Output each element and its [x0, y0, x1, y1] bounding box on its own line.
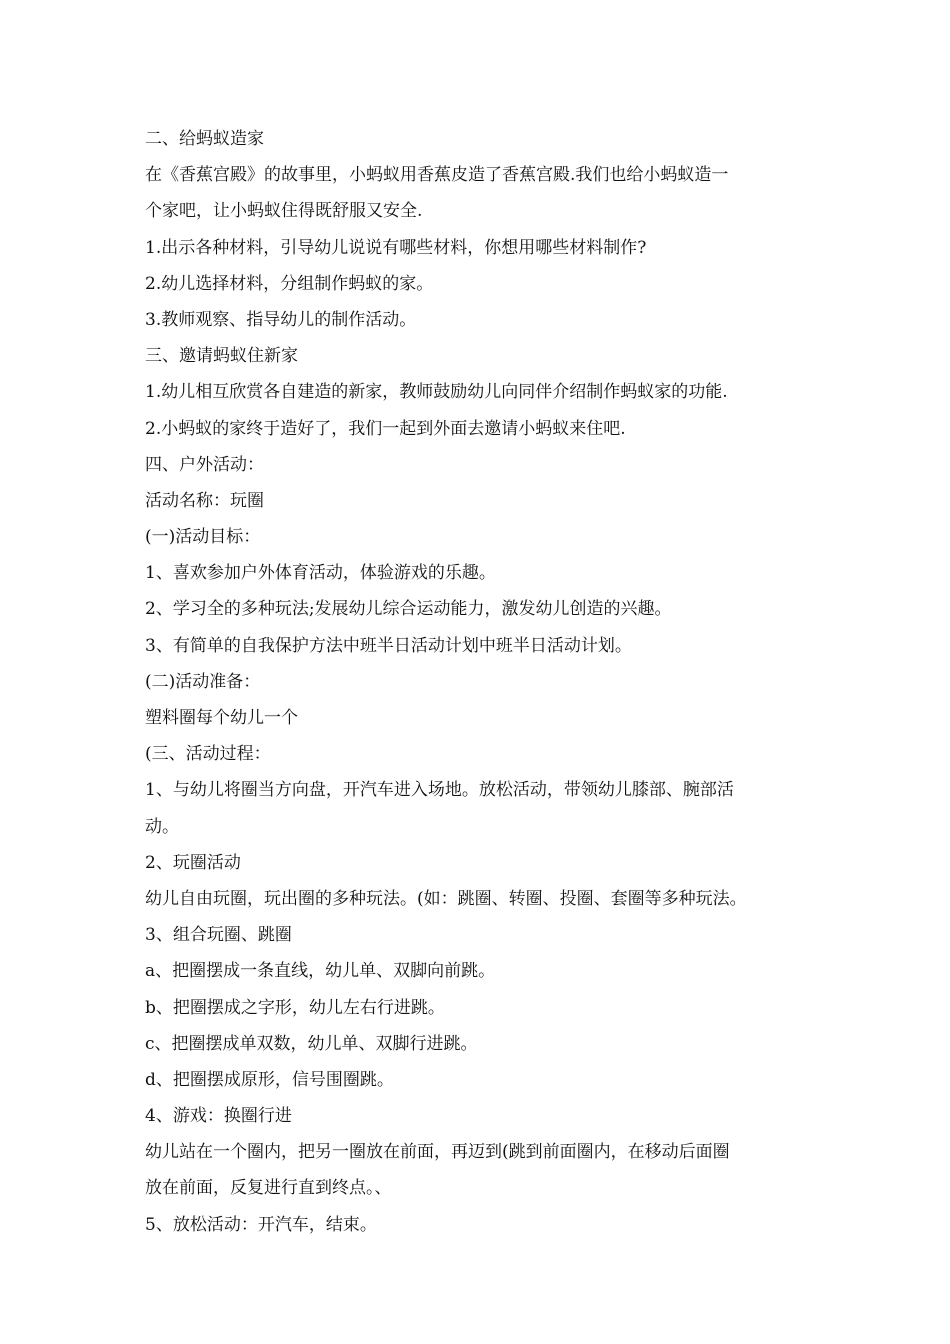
paragraph-line: 动。 — [145, 816, 179, 837]
list-item: a、把圈摆成一条直线，幼儿单、双脚向前跳。 — [145, 961, 496, 982]
list-item: 1.出示各种材料，引导幼儿说说有哪些材料，你想用哪些材料制作? — [145, 237, 647, 258]
list-item: 2.幼儿选择材料，分组制作蚂蚁的家。 — [145, 273, 434, 294]
activity-name: 活动名称：玩圈 — [145, 490, 264, 511]
list-item: 1、与幼儿将圈当方向盘，开汽车进入场地。放松活动，带领幼儿膝部、腕部活 — [145, 780, 734, 801]
list-item: 1.幼儿相互欣赏各自建造的新家，教师鼓励幼儿向同伴介绍制作蚂蚁家的功能. — [145, 382, 728, 403]
paragraph-line: 在《香蕉宫殿》的故事里，小蚂蚁用香蕉皮造了香蕉宫殿.我们也给小蚂蚁造一 — [145, 165, 729, 186]
list-item: 2、玩圈活动 — [145, 852, 241, 873]
list-item: d、把圈摆成原形，信号围圈跳。 — [145, 1069, 394, 1090]
list-item: 5、放松活动：开汽车，结束。 — [145, 1214, 377, 1235]
list-item: 3、有简单的自我保护方法中班半日活动计划中班半日活动计划。 — [145, 635, 632, 656]
list-item: 3、组合玩圈、跳圈 — [145, 925, 292, 946]
section-heading-outdoor-activity: 四、户外活动： — [145, 454, 264, 475]
subheading-goals: (一)活动目标： — [145, 527, 261, 548]
list-item: b、把圈摆成之字形，幼儿左右行进跳。 — [145, 997, 445, 1018]
list-item: c、把圈摆成单双数，幼儿单、双脚行进跳。 — [145, 1033, 478, 1054]
paragraph-line: 个家吧，让小蚂蚁住得既舒服又安全. — [145, 201, 423, 222]
paragraph-line: 幼儿自由玩圈，玩出圈的多种玩法。(如：跳圈、转圈、投圈、套圈等多种玩法。 — [145, 888, 747, 909]
section-heading-invite-ants: 三、邀请蚂蚁住新家 — [145, 346, 298, 367]
subheading-preparation: (二)活动准备： — [145, 671, 261, 692]
paragraph-line: 放在前面，反复进行直到终点。、 — [145, 1178, 392, 1199]
subheading-process: (三、活动过程： — [145, 744, 271, 765]
paragraph-line: 塑料圈每个幼儿一个 — [145, 708, 298, 728]
paragraph-line: 幼儿站在一个圈内，把另一圈放在前面，再迈到(跳到前面圈内，在移动后面圈 — [145, 1142, 730, 1163]
list-item: 4、游戏：换圈行进 — [145, 1106, 292, 1127]
list-item: 3.教师观察、指导幼儿的制作活动。 — [145, 309, 417, 330]
document-body — [145, 121, 813, 1243]
list-item: 1、喜欢参加户外体育活动，体验游戏的乐趣。 — [145, 563, 496, 584]
list-item: 2.小蚂蚁的家终于造好了，我们一起到外面去邀请小蚂蚁来住吧. — [145, 418, 626, 439]
section-heading-build-ant-home: 二、给蚂蚁造家 — [145, 129, 264, 149]
list-item: 2、学习全的多种玩法;发展幼儿综合运动能力，激发幼儿创造的兴趣。 — [145, 599, 672, 620]
